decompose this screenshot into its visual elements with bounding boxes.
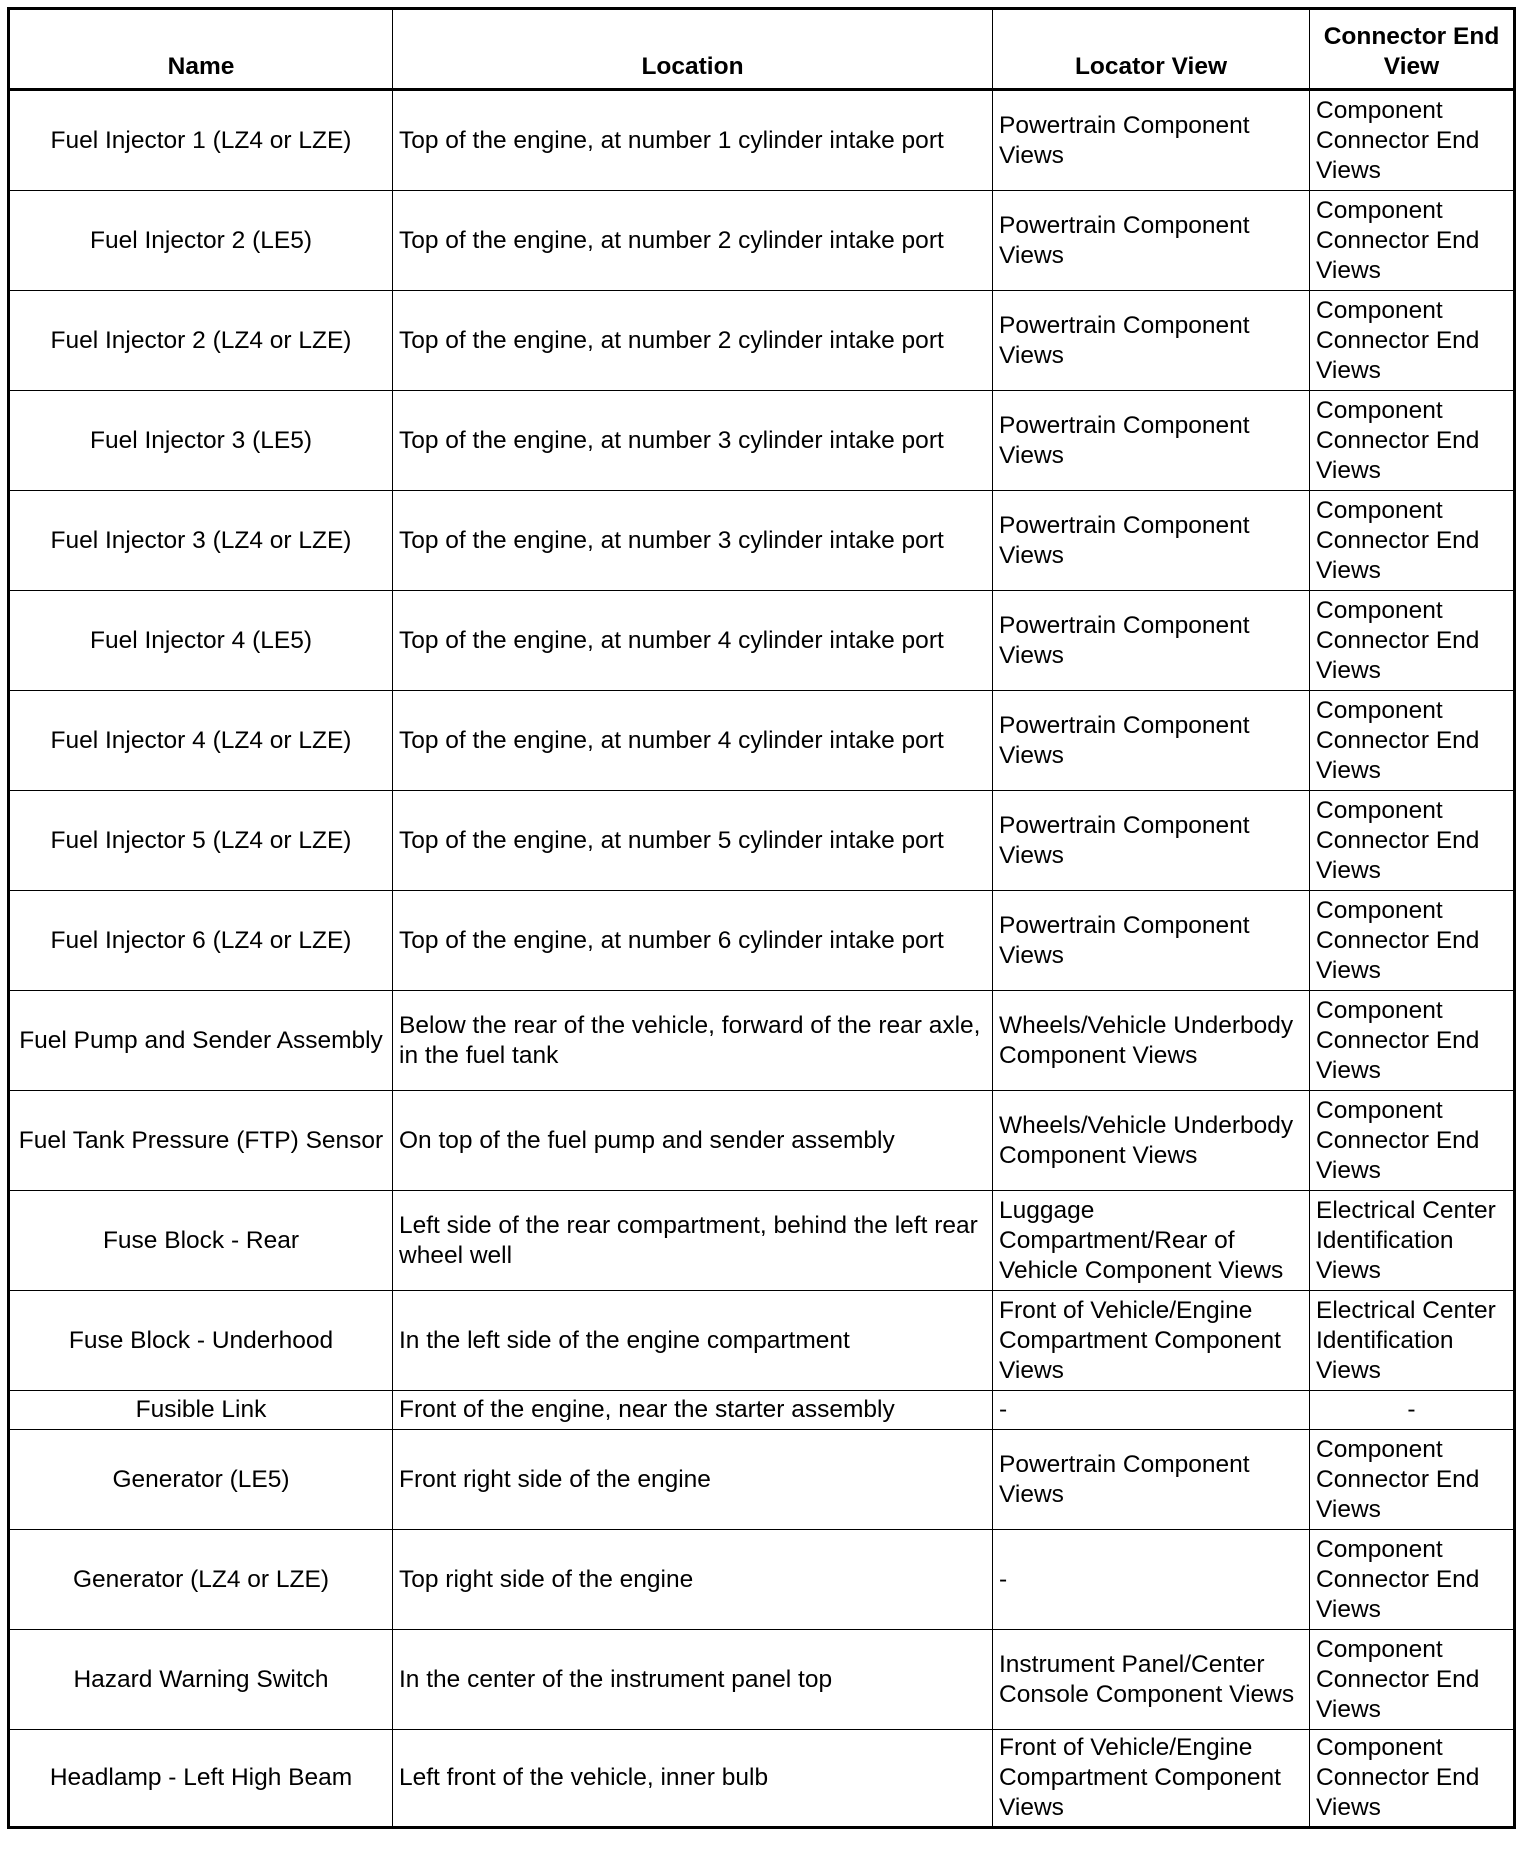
cell-location: In the left side of the engine compartment: [393, 1291, 993, 1391]
cell-connector-end-view: Component Connector End Views: [1310, 1530, 1515, 1630]
table-row: [9, 191, 1515, 291]
cell-name: Fuel Injector 4 (LZ4 or LZE): [9, 691, 393, 791]
table-row: [9, 1730, 1515, 1828]
header-name: Name: [9, 9, 393, 90]
cell-location: Top of the engine, at number 5 cylinder intake port: [393, 791, 993, 891]
cell-connector-end-view: -: [1310, 1391, 1515, 1430]
cell-name: Fuel Injector 6 (LZ4 or LZE): [9, 891, 393, 991]
table-row: [9, 1630, 1515, 1730]
cell-location: Left front of the vehicle, inner bulb: [393, 1730, 993, 1828]
cell-name: Fuel Injector 2 (LE5): [9, 191, 393, 291]
cell-name: Fuel Tank Pressure (FTP) Sensor: [9, 1091, 393, 1191]
cell-location: Below the rear of the vehicle, forward of the rear axle, in the fuel tank: [393, 991, 993, 1091]
cell-locator-view: Wheels/Vehicle Underbody Component Views: [993, 991, 1310, 1091]
cell-location: Top of the engine, at number 4 cylinder intake port: [393, 591, 993, 691]
table-row: [9, 691, 1515, 791]
cell-connector-end-view: Component Connector End Views: [1310, 791, 1515, 891]
cell-locator-view: Instrument Panel/Center Console Component Views: [993, 1630, 1310, 1730]
table-row: [9, 1391, 1515, 1430]
cell-locator-view: Front of Vehicle/Engine Compartment Component Views: [993, 1730, 1310, 1828]
cell-locator-view: Powertrain Component Views: [993, 1430, 1310, 1530]
cell-locator-view: -: [993, 1530, 1310, 1630]
cell-locator-view: Wheels/Vehicle Underbody Component Views: [993, 1091, 1310, 1191]
cell-location: Front of the engine, near the starter assembly: [393, 1391, 993, 1430]
cell-locator-view: Powertrain Component Views: [993, 90, 1310, 191]
table-row: [9, 1291, 1515, 1391]
table-row: [9, 1430, 1515, 1530]
cell-location: Top of the engine, at number 6 cylinder intake port: [393, 891, 993, 991]
header-row: [9, 9, 1515, 90]
cell-name: Generator (LE5): [9, 1430, 393, 1530]
cell-location: Top of the engine, at number 3 cylinder intake port: [393, 491, 993, 591]
cell-connector-end-view: Component Connector End Views: [1310, 90, 1515, 191]
cell-connector-end-view: Component Connector End Views: [1310, 591, 1515, 691]
table-row: [9, 1091, 1515, 1191]
cell-locator-view: Powertrain Component Views: [993, 691, 1310, 791]
cell-connector-end-view: Component Connector End Views: [1310, 691, 1515, 791]
cell-name: Fuel Injector 5 (LZ4 or LZE): [9, 791, 393, 891]
cell-name: Fuel Pump and Sender Assembly: [9, 991, 393, 1091]
cell-locator-view: Powertrain Component Views: [993, 291, 1310, 391]
header-connector-end-view: Connector End View: [1310, 9, 1515, 90]
cell-connector-end-view: Component Connector End Views: [1310, 1430, 1515, 1530]
cell-locator-view: Luggage Compartment/Rear of Vehicle Component Views: [993, 1191, 1310, 1291]
header-location: Location: [393, 9, 993, 90]
header-locator-view: Locator View: [993, 9, 1310, 90]
table-row: [9, 1191, 1515, 1291]
cell-location: Top right side of the engine: [393, 1530, 993, 1630]
cell-location: Top of the engine, at number 2 cylinder intake port: [393, 291, 993, 391]
cell-name: Fuse Block - Rear: [9, 1191, 393, 1291]
table-row: [9, 391, 1515, 491]
cell-name: Fuel Injector 4 (LE5): [9, 591, 393, 691]
cell-name: Fuel Injector 2 (LZ4 or LZE): [9, 291, 393, 391]
cell-location: Top of the engine, at number 3 cylinder intake port: [393, 391, 993, 491]
cell-locator-view: Powertrain Component Views: [993, 391, 1310, 491]
cell-connector-end-view: Component Connector End Views: [1310, 191, 1515, 291]
table-row: [9, 291, 1515, 391]
cell-connector-end-view: Component Connector End Views: [1310, 391, 1515, 491]
cell-connector-end-view: Component Connector End Views: [1310, 991, 1515, 1091]
cell-locator-view: Powertrain Component Views: [993, 191, 1310, 291]
cell-connector-end-view: Component Connector End Views: [1310, 1730, 1515, 1828]
cell-name: Hazard Warning Switch: [9, 1630, 393, 1730]
cell-location: Left side of the rear compartment, behind the left rear wheel well: [393, 1191, 993, 1291]
table-row: [9, 991, 1515, 1091]
cell-location: In the center of the instrument panel top: [393, 1630, 993, 1730]
cell-locator-view: Powertrain Component Views: [993, 891, 1310, 991]
cell-connector-end-view: Electrical Center Identification Views: [1310, 1291, 1515, 1391]
table-row: [9, 791, 1515, 891]
cell-name: Fuse Block - Underhood: [9, 1291, 393, 1391]
cell-name: Fusible Link: [9, 1391, 393, 1430]
cell-location: Front right side of the engine: [393, 1430, 993, 1530]
table-row: [9, 1530, 1515, 1630]
cell-connector-end-view: Component Connector End Views: [1310, 891, 1515, 991]
cell-connector-end-view: Component Connector End Views: [1310, 291, 1515, 391]
cell-name: Fuel Injector 3 (LE5): [9, 391, 393, 491]
cell-locator-view: Front of Vehicle/Engine Compartment Component Views: [993, 1291, 1310, 1391]
table-row: [9, 491, 1515, 591]
table-row: [9, 90, 1515, 191]
cell-locator-view: Powertrain Component Views: [993, 491, 1310, 591]
cell-connector-end-view: Component Connector End Views: [1310, 1091, 1515, 1191]
cell-locator-view: -: [993, 1391, 1310, 1430]
cell-name: Fuel Injector 1 (LZ4 or LZE): [9, 90, 393, 191]
table-row: [9, 591, 1515, 691]
component-locator-table: [7, 7, 1516, 1829]
cell-name: Fuel Injector 3 (LZ4 or LZE): [9, 491, 393, 591]
cell-location: On top of the fuel pump and sender assembly: [393, 1091, 993, 1191]
cell-location: Top of the engine, at number 1 cylinder intake port: [393, 90, 993, 191]
cell-connector-end-view: Electrical Center Identification Views: [1310, 1191, 1515, 1291]
cell-connector-end-view: Component Connector End Views: [1310, 1630, 1515, 1730]
cell-locator-view: Powertrain Component Views: [993, 591, 1310, 691]
cell-location: Top of the engine, at number 2 cylinder intake port: [393, 191, 993, 291]
cell-name: Headlamp - Left High Beam: [9, 1730, 393, 1828]
cell-locator-view: Powertrain Component Views: [993, 791, 1310, 891]
cell-name: Generator (LZ4 or LZE): [9, 1530, 393, 1630]
cell-location: Top of the engine, at number 4 cylinder intake port: [393, 691, 993, 791]
table-row: [9, 891, 1515, 991]
cell-connector-end-view: Component Connector End Views: [1310, 491, 1515, 591]
